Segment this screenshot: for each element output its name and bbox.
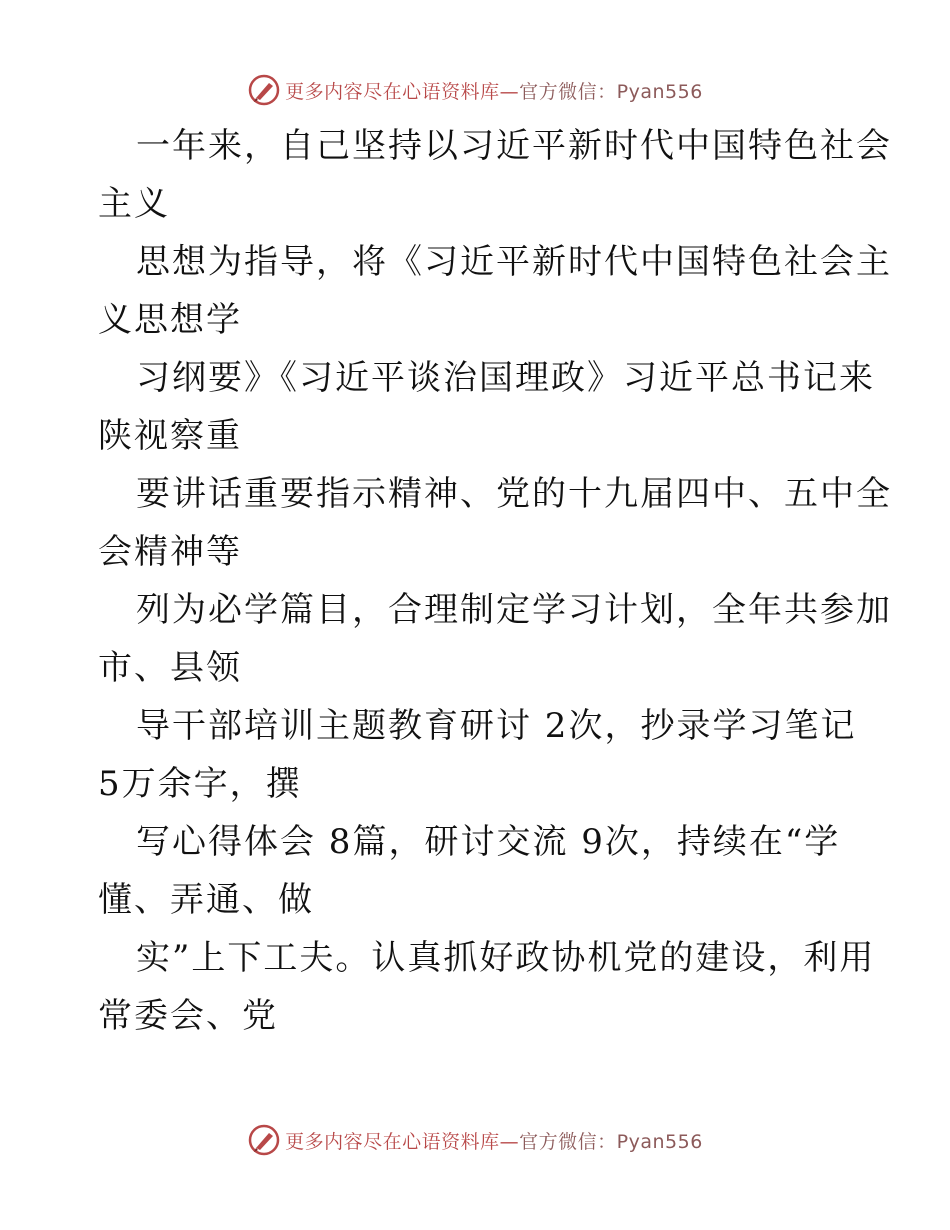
body-line: 懂、弄通、做: [98, 880, 314, 920]
document-body: [98, 117, 892, 1045]
body-line: 陕视察重: [98, 416, 242, 456]
body-line: 义思想学: [98, 300, 242, 340]
banner-wechat-text: 官方微信：Pyan556: [519, 1130, 703, 1153]
pen-logo-icon: [247, 73, 281, 107]
body-line: 常委会、党: [98, 996, 278, 1036]
banner-main-text: 更多内容尽在心语资料库: [285, 80, 500, 103]
body-line: 主义: [98, 184, 170, 224]
body-line: 会精神等: [98, 532, 242, 572]
banner-dash: —: [499, 1130, 520, 1153]
banner-dash: —: [499, 80, 520, 103]
body-line: 列为必学篇目，合理制定学习计划，全年共参加: [136, 590, 892, 630]
banner-main-text: 更多内容尽在心语资料库: [285, 1130, 500, 1153]
body-line: 5万余字，撰: [98, 764, 302, 804]
banner-wechat-text: 官方微信：Pyan556: [519, 80, 703, 103]
pen-logo-icon: [247, 1123, 281, 1157]
header-watermark-banner: [0, 70, 950, 110]
body-line: 实”上下工夫。认真抓好政协机党的建设，利用: [136, 938, 876, 978]
body-line: 市、县领: [98, 648, 242, 688]
body-line: 习纲要》《习近平谈治国理政》习近平总书记来: [136, 358, 875, 398]
body-line: 思想为指导，将《习近平新时代中国特色社会主: [136, 242, 892, 282]
body-line: 写心得体会 8篇，研讨交流 9次，持续在“学: [136, 822, 841, 862]
body-line: 一年来，自己坚持以习近平新时代中国特色社会: [136, 126, 892, 166]
footer-watermark-banner: [0, 1120, 950, 1160]
body-line: 导干部培训主题教育研讨 2次，抄录学习笔记: [136, 706, 857, 746]
body-line: 要讲话重要指示精神、党的十九届四中、五中全: [136, 474, 892, 514]
